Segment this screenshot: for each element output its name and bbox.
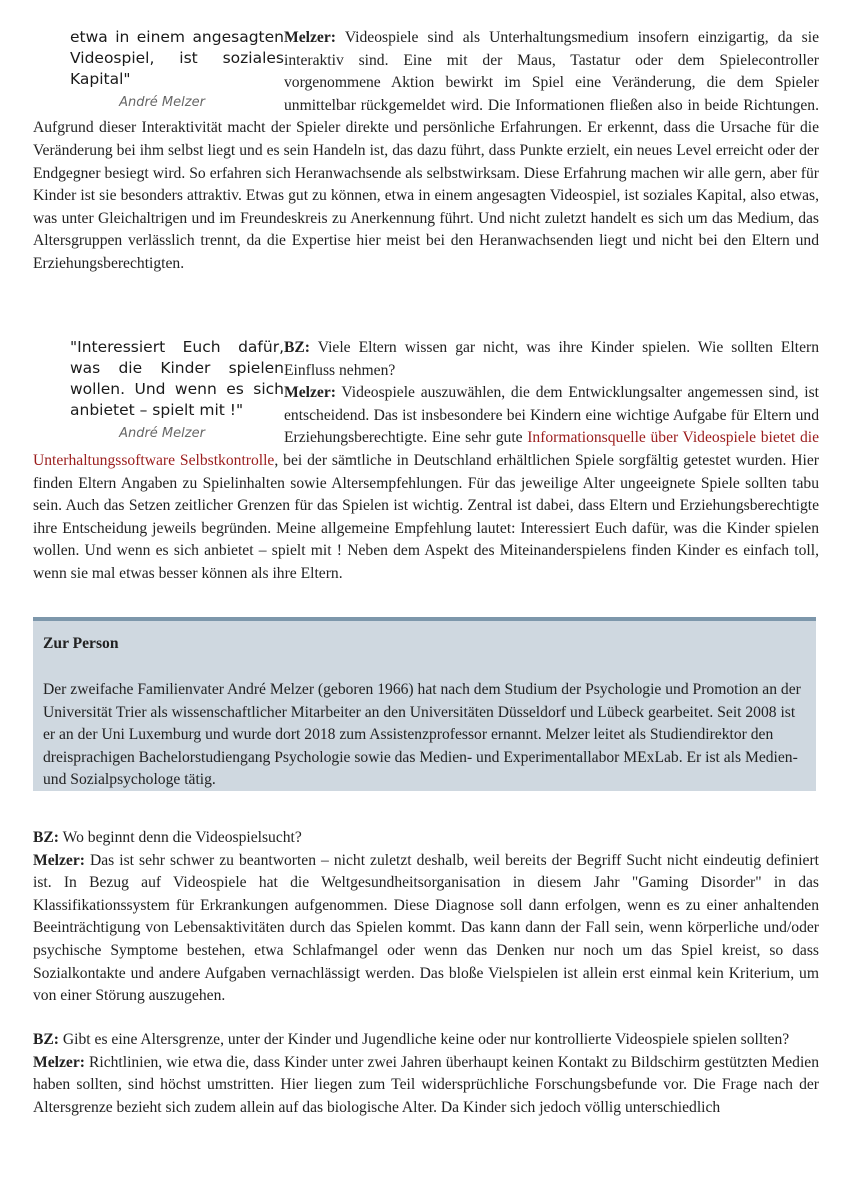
answer-paragraph	[33, 1052, 819, 1120]
pull-quote-text: "Interessiert Euch dafür, was die Kinder spielen wollen. Und wenn es sich anbietet – spielt mit !"	[70, 338, 284, 419]
pull-quote-author: André Melzer	[119, 426, 205, 441]
interview-section-2	[33, 337, 819, 586]
answer-paragraph	[33, 850, 819, 1008]
question-paragraph	[33, 827, 819, 850]
speaker-label: Melzer:	[33, 1053, 85, 1071]
answer-text: Richtlinien, wie etwa die, dass Kinder unter zwei Jahren überhaupt keinen Kontakt zu Bildschirm gestützten Medien haben sollten, sind höchst umstritten. Hier liegen zum Teil widersprüchliche Forschungsbefunde vor. Die Frage nach der Altersgrenze bezieht sich zudem allein auf das biologische Alter. Da Kinder sich jedoch völlig unterschiedlich	[33, 1053, 819, 1116]
usk-link[interactable]: Informationsquelle über Videospiele bietet die Unterhaltungssoftware Selbstkontrolle	[33, 429, 819, 469]
answer-text: Videospiele auszuwählen, die dem Entwicklungsalter angemessen sind, ist entscheidend. Das ist insbesondere bei Kindern eine wichtige Aufgabe für Eltern und Erziehungsberechtigte. Eine sehr gute	[284, 384, 820, 447]
info-box-title: Zur Person	[43, 635, 119, 652]
info-box-text: Der zweifache Familienvater André Melzer (geboren 1966) hat nach dem Studium der Psychologie und Promotion an der Universität Trier als wissenschaftlicher Mitarbeiter an den Universitäten Düsseldorf und Lübeck gearbeitet. Seit 2008 ist er an der Uni Luxemburg und wurde dort 2018 zum Assistenzprofessor ernannt. Melzer leitet als Studiendirektor den dreisprachigen Bachelorstudiengang Psychologie sowie das Medien- und Experimentallabor MExLab. Er ist als Medien- und Sozialpsychologe tätig.	[43, 681, 801, 789]
question-text: Gibt es eine Altersgrenze, unter der Kinder und Jugendliche keine oder nur kontrollierte Videospiele spielen sollten?	[62, 1031, 790, 1048]
pull-quote-author: André Melzer	[119, 95, 205, 110]
speaker-label: BZ:	[33, 829, 59, 846]
answer-text-continued: , bei der sämtliche in Deutschland erhältlichen Spiele sorgfältig getestet wurden. Hier finden Eltern Angaben zu Spielinhalten sowie Altersempfehlungen. Für das jeweilige Alter ungeeignete Spiele sollten tabu sein. Auch das Setzen zeitlicher Grenzen für das Spielen ist wichtig. Zentral ist dabei, dass Eltern und Erziehungsberechtigte ihre Entscheidung jeweils begründen. Meine allgemeine Empfehlung lautet: Interessiert Euch dafür, was die Kinder spielen wollen. Und wenn es sich anbietet – spielt mit ! Neben dem Aspekt des Miteinanderspielens finden Kinder es einfach toll, wenn sie mal etwas besser können als ihre Eltern.	[33, 451, 819, 582]
question-text: Wo beginnt denn die Videospielsucht?	[62, 829, 302, 846]
answer-text: Videospiele sind als Unterhaltungsmedium insofern einzigartig, da sie interaktiv sind. Eine mit der Maus, Tastatur oder dem Spielecontroller vorgenommene Aktion bewirkt im Spiel eine Veränderung, die dem Spieler unmittelbar rückgemeldet wird. Die Informationen fließen also in beide Richtungen. Aufgrund dieser Interaktivität macht der Spieler direkte und persönliche Erfahrungen. Er erkennt, dass die Ursache für die Veränderung bei ihm selbst liegt und es sein Handeln ist, das dazu führt, dass Punkte erzielt, ein neues Level erreicht oder der Endgegner besiegt wird. So erfahren sich Heranwachsende als selbstwirksam. Diese Erfahrung machen wir alle gern, aber für Kinder ist sie besonders attraktiv. Etwas gut zu können, etwa in einem angesagten Videospiel, ist soziales Kapital, also etwas, was unter Gleichaltrigen und im Freundeskreis zu Anerkennung führt. Und nicht zuletzt handelt es sich um das Medium, das Altersgruppen verlässlich trennt, da die Expertise hier meist bei den Heranwachsenden liegt und nicht bei den Eltern und Erziehungsberechtigten.	[33, 29, 819, 272]
interview-section-4	[33, 1029, 819, 1119]
speaker-label: BZ:	[284, 339, 310, 356]
answer-text: Das ist sehr schwer zu beantworten – nicht zuletzt deshalb, weil bereits der Begriff Sucht nicht eindeutig definiert ist. In Bezug auf Videospiele hat die Weltgesundheitsorganisation in diesem Jahr "Gaming Disorder" in das Klassifikationssystem für Erkrankungen aufgenommen. Diese Diagnose soll dann erfolgen, wenn es zu einer anhaltenden Beeinträchtigung von Lebensaktivitäten durch das Spielen kommt. Das kann dann der Fall sein, wenn körperliche und/oder psychische Symptome bestehen, etwa Schlafmangel oder wenn das Denken nur noch um das Spiel kreist, so dass Sozialkontakte und andere Aufgaben vernachlässigt werden. Das bloße Vielspielen ist allein erst einmal kein Kriterium, um von einer Störung auszugehen.	[33, 851, 819, 1005]
info-box	[33, 617, 816, 791]
interview-section-3	[33, 827, 819, 1008]
pull-quote-text: etwa in einem angesagten Videospiel, ist soziales Kapital"	[70, 28, 284, 88]
question-text: Viele Eltern wissen gar nicht, was ihre Kinder spielen. Wie sollten Eltern Einfluss nehmen?	[284, 339, 819, 379]
interview-section-1	[33, 27, 819, 276]
question-paragraph	[33, 1029, 819, 1052]
speaker-label: Melzer:	[33, 851, 85, 869]
pull-quote	[0, 337, 284, 444]
speaker-label: Melzer:	[284, 384, 336, 402]
speaker-label: Melzer:	[284, 29, 336, 46]
pull-quote	[0, 27, 284, 113]
speaker-label: BZ:	[33, 1031, 59, 1048]
